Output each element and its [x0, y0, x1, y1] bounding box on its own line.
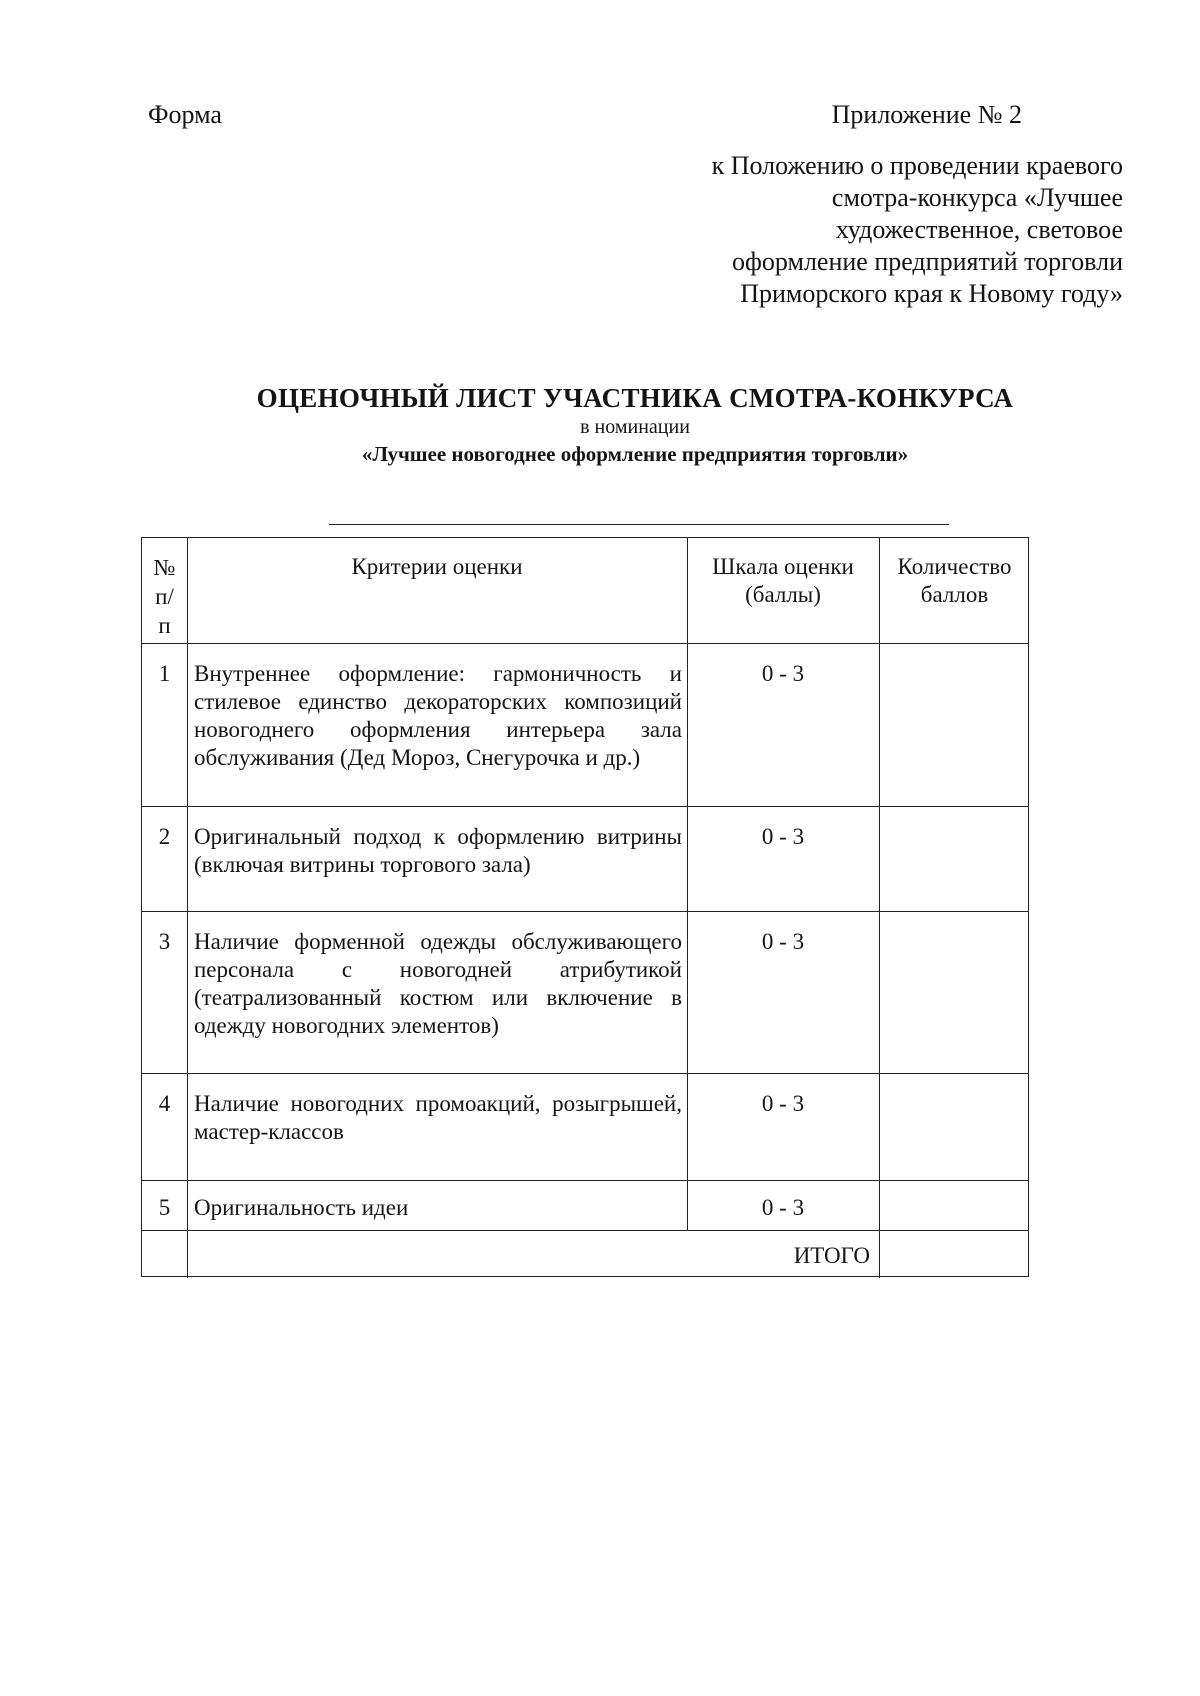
row-scale: 0 - 3	[761, 661, 805, 686]
row-criteria: Внутреннее оформление: гармоничность и стилевое единство декораторских композиций новогоднего оформления интерьера зала обслуживания (Дед Мороз, Снегурочка и др.)	[194, 661, 682, 770]
row-number: 5	[158, 1195, 171, 1220]
total-label: ИТОГО	[793, 1243, 870, 1268]
header-number	[142, 553, 187, 640]
page-title: ОЦЕНОЧНЫЙ ЛИСТ УЧАСТНИКА СМОТРА-КОНКУРСА	[256, 383, 1014, 413]
row-scale: 0 - 3	[761, 1091, 805, 1116]
header-points-line: баллов	[920, 582, 989, 607]
row-criteria: Наличие новогодних промоакций, розыгрышей, мастер-классов	[194, 1091, 682, 1144]
nomination-name: «Лучшее новогоднее оформление предприятия торговли»	[361, 442, 909, 466]
appendix-reference-line: смотра-конкурса «Лучшее	[831, 183, 1123, 212]
appendix-reference-line: Приморского края к Новому году»	[740, 279, 1123, 308]
row-divider	[142, 1073, 1028, 1074]
header-scale-line: Шкала оценки	[712, 554, 854, 579]
row-divider	[142, 1230, 1028, 1231]
form-label: Форма	[148, 100, 222, 129]
score-table	[141, 537, 1029, 1277]
appendix-number: Приложение № 2	[831, 100, 1022, 129]
row-number: 3	[158, 929, 171, 954]
row-criteria: Оригинальность идеи	[194, 1195, 409, 1220]
row-divider	[142, 1180, 1028, 1181]
nomination-label: в номинации	[580, 416, 690, 438]
column-divider	[687, 538, 688, 1230]
appendix-reference-line: художественное, световое	[835, 215, 1123, 244]
row-criteria: Оригинальный подход к оформлению витрины (включая витрины торгового зала)	[194, 824, 682, 877]
appendix-reference	[640, 150, 1123, 310]
header-number-line: п/	[155, 584, 174, 609]
header-number-line: п	[158, 613, 171, 638]
appendix-reference-line: оформление предприятий торговли	[732, 247, 1123, 276]
appendix-reference-line: к Положению о проведении краевого	[711, 151, 1123, 180]
row-scale: 0 - 3	[761, 1195, 805, 1220]
header-points-line: Количество	[897, 554, 1012, 579]
row-scale: 0 - 3	[761, 824, 805, 849]
participant-name-line	[329, 524, 949, 525]
header-scale	[687, 553, 879, 609]
header-scale-line: (баллы)	[745, 582, 821, 607]
header-number-line: №	[153, 555, 176, 580]
header-points	[879, 553, 1030, 609]
column-divider	[879, 538, 880, 1278]
row-divider	[142, 643, 1028, 644]
row-divider	[142, 911, 1028, 912]
row-number: 2	[158, 824, 171, 849]
column-divider	[187, 538, 188, 1278]
row-number: 4	[158, 1091, 171, 1116]
row-number: 1	[158, 661, 171, 686]
header-criteria: Критерии оценки	[351, 554, 523, 579]
row-scale: 0 - 3	[761, 929, 805, 954]
row-divider	[142, 806, 1028, 807]
row-criteria: Наличие форменной одежды обслуживающего персонала с новогодней атрибутикой (театрализованный костюм или включение в одежду новогодних элементов)	[194, 929, 682, 1038]
